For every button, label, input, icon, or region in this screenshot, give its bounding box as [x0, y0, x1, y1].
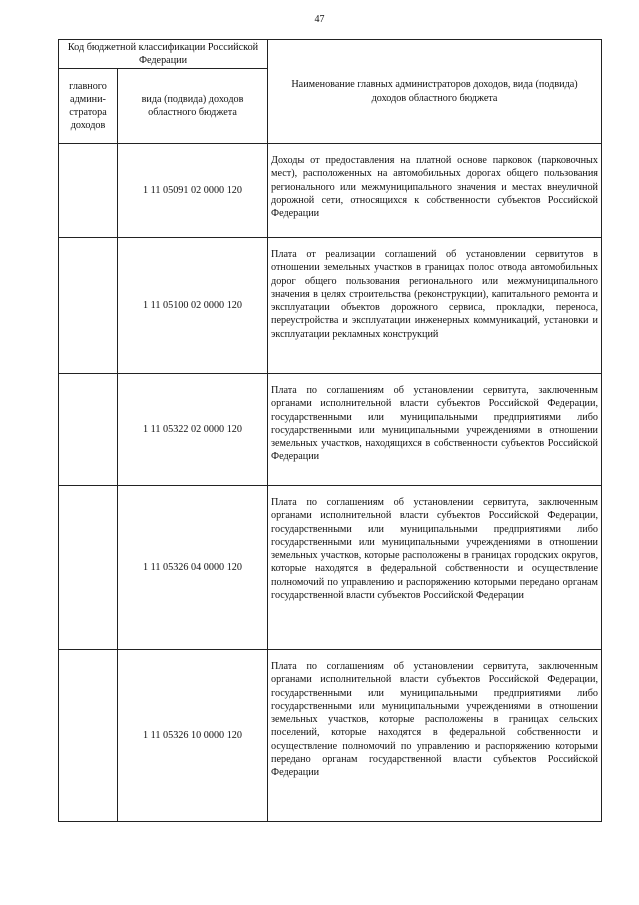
description-cell: [268, 374, 602, 486]
code-cell: 1 11 05326 10 0000 120: [118, 650, 268, 822]
header-admin: главного админи-стратора доходов: [59, 69, 118, 144]
table-row: [59, 650, 602, 822]
description-text: Плата по соглашениям об установлении сервитута, заключенным органами исполнительной власти субъектов Российской Федерации, государственными или муниципальными предприятиями либо государственными или муниципальными учреждениями в отношении земельных участков, которые расположены в границах городских округов, которые находятся в федеральной собственности и осуществление полномочий по управлению и распоряжению которыми передано органам государственной власти субъектов Российской Федерации: [271, 497, 598, 601]
description-cell: [268, 144, 602, 238]
admin-cell: [59, 144, 118, 238]
description-cell: [268, 486, 602, 650]
description-cell: [268, 238, 602, 374]
code-cell: 1 11 05326 04 0000 120: [118, 486, 268, 650]
admin-cell: [59, 238, 118, 374]
budget-classification-table: [58, 39, 602, 822]
description-text: Доходы от предоставления на платной основе парковок (парковочных мест), расположенных на автомобильных дорогах общего пользования регионального или межмуниципального значения и местах внеуличной дорожной сети, относящихся к собственности субъектов Российской Федерации: [271, 155, 598, 219]
admin-cell: [59, 650, 118, 822]
table-row: [59, 374, 602, 486]
code-cell: 1 11 05100 02 0000 120: [118, 238, 268, 374]
table-row: [59, 238, 602, 374]
table-row: [59, 486, 602, 650]
description-text: Плата по соглашениям об установлении сервитута, заключенным органами исполнительной власти субъектов Российской Федерации, государственными или муниципальными предприятиями либо государственными или муниципальными учреждениями в отношении земельных участков, которые расположены в границах сельских поселений, которые находятся в федеральной собственности и осуществление полномочий по управлению и распоряжению которыми передано органам государственной власти субъектов Российской Федерации: [271, 661, 598, 778]
description-cell: [268, 650, 602, 822]
admin-cell: [59, 374, 118, 486]
table-row: [59, 144, 602, 238]
header-name: Наименование главных администраторов доходов, вида (подвида) доходов областного бюджета: [268, 40, 602, 144]
admin-cell: [59, 486, 118, 650]
code-cell: 1 11 05091 02 0000 120: [118, 144, 268, 238]
description-text: Плата от реализации соглашений об установлении сервитутов в отношении земельных участков в границах полос отвода автомобильных дорог общего пользования регионального или межмуниципального значения в целях строительства (реконструкции), капитального ремонта и эксплуатации объектов дорожного сервиса, прокладки, переноса, переустройства и эксплуатации инженерных коммуникаций, установки и эксплуатации рекламных конструкций: [271, 249, 598, 340]
header-kind: вида (подвида) доходов областного бюджета: [118, 69, 268, 144]
code-cell: 1 11 05322 02 0000 120: [118, 374, 268, 486]
page-number: 47: [314, 14, 325, 25]
header-kbk: Код бюджетной классификации Российской Федерации: [59, 40, 268, 69]
description-text: Плата по соглашениям об установлении сервитута, заключенным органами исполнительной власти субъектов Российской Федерации, государственными или муниципальными предприятиями либо государственными или муниципальными учреждениями в отношении земельных участков, находящихся в собственности субъектов Российской Федерации: [271, 385, 598, 463]
table-header-row: [59, 40, 602, 69]
